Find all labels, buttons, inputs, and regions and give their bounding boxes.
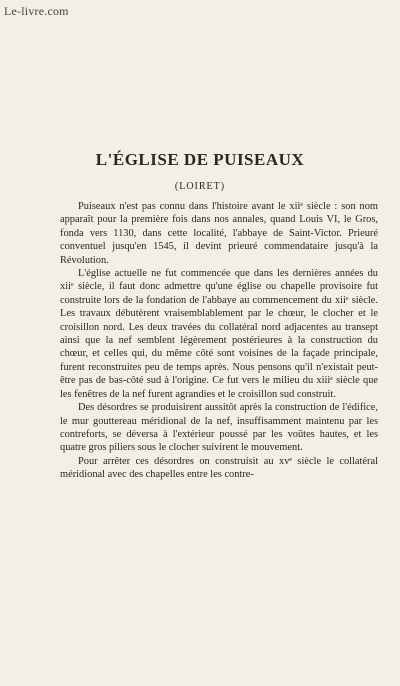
article-title: L'ÉGLISE DE PUISEAUX — [95, 150, 305, 169]
paragraph-2: L'église actuelle ne fut commencée que dans les dernières années du xiiᵉ siècle, il faut donc admettre qu'une église ou chapelle provisoire fut construite lors de la fondation de l'abbaye au commencement du xiiᵉ siècle. Les travaux débutèrent vraisemblablement par le chœur, le clocher et le croisillon nord. Les deux travées du collatéral nord adjacentes au transept ainsi que la nef semblent légèrement postérieures à la construction du chœur, et celles qui, du même côté sont voisines de la façade principale, furent reconstruites peu de temps après. Nous pensons qu'il n'existait peut-être pas de bas-côté sud à l'origine. Ce fut vers le milieu du xiiiᵉ siècle que les fenêtres de la nef furent agrandies et le croisillon sud construit. — [60, 268, 378, 400]
article-body — [60, 200, 378, 482]
article-subtitle: (LOIRET) — [174, 181, 226, 192]
paragraph-1: Puiseaux n'est pas connu dans l'histoire avant le xiiᵉ siècle : son nom apparaît pour la première fois dans nos annales, quand Louis VI, le Gros, fonda vers 1130, dans cette localité, l'abbaye de Saint-Victor. Prieuré conventuel jusqu'en 1545, il devint prieuré commendataire jusqu'à la Révolution. — [60, 201, 378, 266]
paragraph-4: Pour arrêter ces désordres on construisit au xvᵉ siècle le collatéral méridional avec des chapelles entre les contre- — [60, 455, 378, 481]
watermark: Le-livre.com — [4, 4, 69, 18]
paragraph-3: Des désordres se produisirent aussitôt après la construction de l'édifice, le mur gouttereau méridional de la nef, insuffisamment maintenu par les contreforts, se déversa à l'extérieur poussé par les voûtes hautes, et les quatre gros piliers sous le clocher suivirent le mouvement. — [60, 402, 378, 454]
